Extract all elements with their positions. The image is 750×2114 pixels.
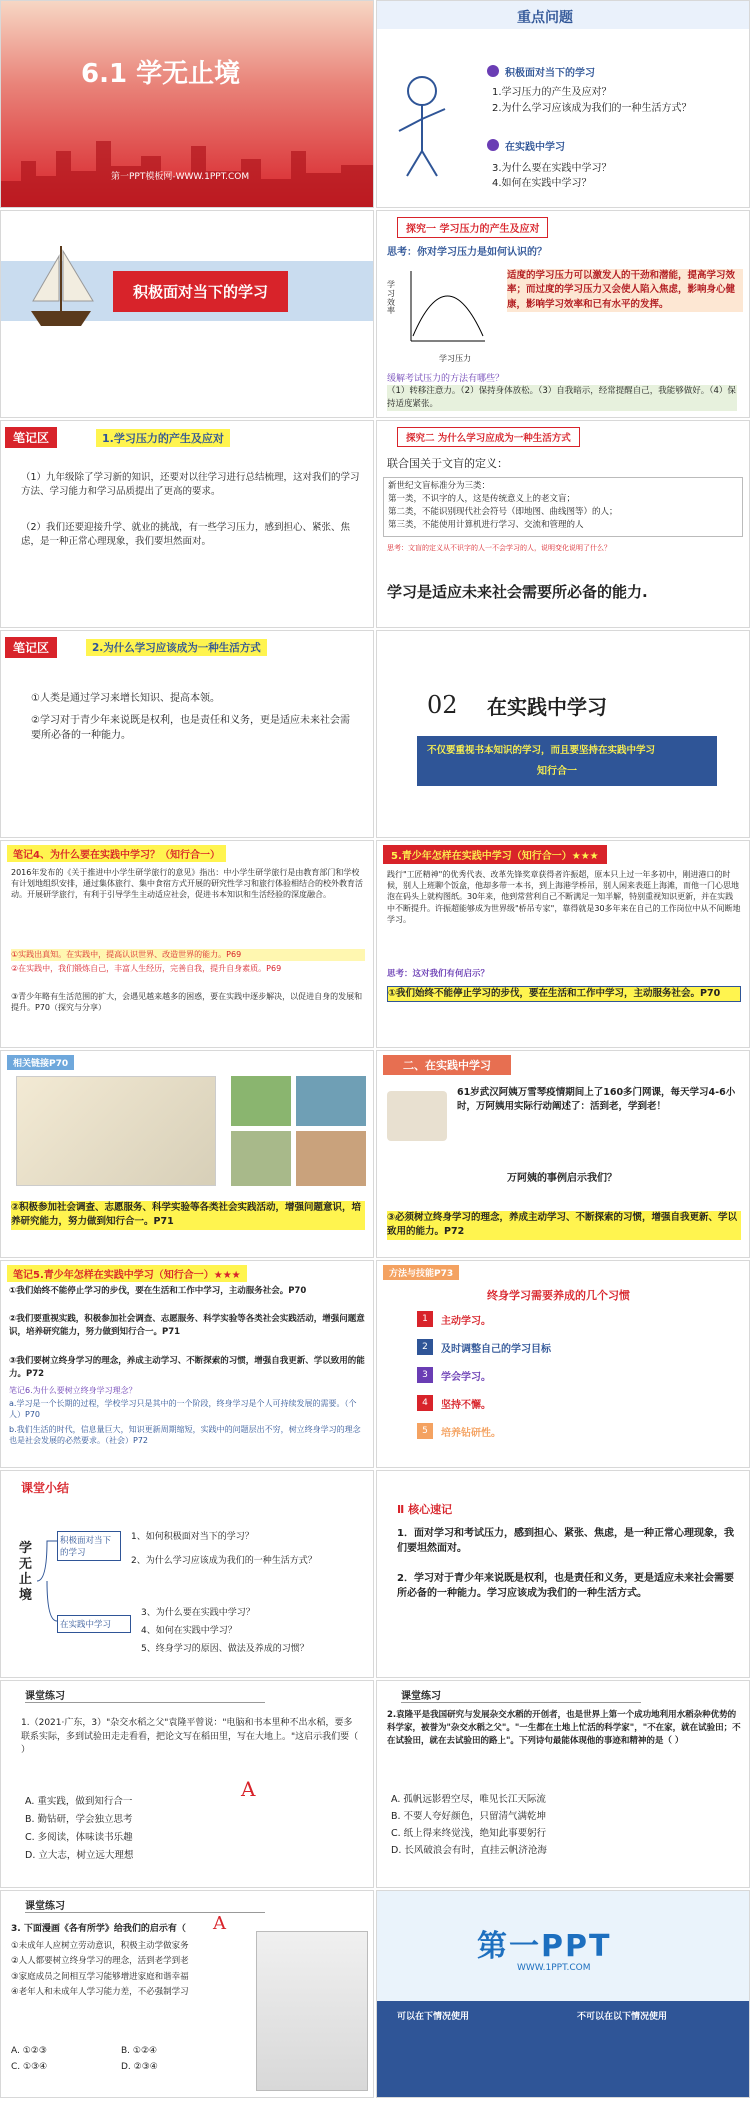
habit-label: 及时调整自己的学习目标 <box>441 1344 551 1355</box>
p1: 1．面对学习和考试压力，感到担心、紧张、焦虑，是一种正常心理现象，我们要坦然面对。 <box>397 1528 734 1554</box>
habit-label: 坚持不懈。 <box>441 1400 491 1411</box>
q4: 4、如何在实践中学习？ <box>141 1626 237 1636</box>
banner: 探究一 学习压力的产生及应对 <box>397 217 548 238</box>
label: 相关链接P70 <box>7 1055 74 1070</box>
slide-section-1 <box>0 210 374 418</box>
figure-icon <box>387 71 457 181</box>
bullet-box <box>417 736 717 786</box>
section-title: 在实践中学习 <box>487 695 607 719</box>
list-item: D. 长风破浪会有时，直挂云帆济沧海 <box>391 1845 547 1857</box>
small: 思考：文盲的定义从不识字的人一不会学习的人，说明变化说明了什么？ <box>387 544 611 552</box>
list-item: ③家庭成员之间相互学习能够增进家庭和谐幸福 <box>11 1971 189 1982</box>
p3: ③我们要树立终身学习的理念，养成主动学习、不断探索的习惯，增强自我更新、学以致用的能力。P72 <box>9 1356 365 1379</box>
slide-footer: 第一PPT模板网-WWW.1PPT.COM <box>111 172 250 182</box>
intro: 联合国关于文盲的定义： <box>387 457 508 470</box>
title: 5.青少年怎样在实践中学习（知行合一）★★★ <box>383 845 607 864</box>
bullet-sub: 知行合一 <box>537 766 577 777</box>
list-item: C. 多阅读，体味读书乐趣 <box>25 1832 133 1844</box>
habit-number-badge: 4 <box>417 1395 433 1411</box>
p1: ①我们始终不能停止学习的步伐，要在生活和工作中学习，主动服务社会。P70 <box>9 1286 307 1296</box>
option: A. ①②③ <box>11 2046 47 2056</box>
p5: a.学习是一个长期的过程，学校学习只是其中的一个阶段，终身学习是个人可持续发展的需要。（个人）P70 <box>9 1399 357 1419</box>
question: 万阿姨的事例启示我们？ <box>507 1173 617 1184</box>
q3: 3.为什么要在实践中学习？ <box>492 163 612 174</box>
xlabel: 学习压力 <box>439 354 471 363</box>
h2: 在实践中学习 <box>505 142 565 153</box>
label: 课堂练习 <box>25 1687 265 1703</box>
p1: （1）九年级除了学习新的知识，还要对以往学习进行总结梳理，这对我们的学习方法、学习能力和学习品质提出了更高的要求。 <box>21 472 360 498</box>
cartoon <box>256 1931 368 2091</box>
left: 可以在下情况使用 <box>397 2012 470 2022</box>
l3: 第三类，不能使用计算机进行学习、交流和管理的人 <box>388 520 584 530</box>
note-title: 2.为什么学习应该成为一种生活方式 <box>86 639 267 656</box>
list-item: A. 孤帆远影碧空尽，唯见长江天际流 <box>391 1794 546 1805</box>
slide-explore-1 <box>376 210 750 418</box>
question: 思考：这对我们有何启示？ <box>387 969 490 979</box>
list-item: ②人人都要树立终身学习的理念，活到老学到老 <box>11 1956 189 1967</box>
q2: 2、为什么学习应该成为我们的一种生活方式？ <box>131 1556 317 1566</box>
habit-list <box>417 1309 737 1449</box>
habit-label: 培养钻研性。 <box>441 1428 501 1439</box>
answer: ③必须树立终身学习的理念，养成主动学习、不断探索的习惯，增强自我更新、学以致用的能力。P72 <box>387 1211 741 1240</box>
bullet-2-icon <box>487 139 499 151</box>
h1: 积极面对当下的学习 <box>505 68 595 79</box>
label: 课堂练习 <box>401 1687 641 1703</box>
habit-item <box>417 1337 737 1365</box>
question: 1.（2021·广东，3）"杂交水稻之父"袁隆平曾说："电脑和书本里种不出水稻，要多联系实际，多到试验田走走看看，把论文写在稻田里，写在大地上。"这启示我们要（ ） <box>21 1718 359 1755</box>
p2: 2．学习对于青少年来说既是权利，也是责任和义务，更是适应未来社会需要所必备的一种能力。学习应该成为我们的一种生活方式。 <box>397 1573 734 1599</box>
photo-5 <box>296 1131 366 1186</box>
p1: 2016年发布的《关于推进中小学生研学旅行的意见》指出：中小学生研学旅行是由教育部门和学校有计划地组织安排，通过集体旅行、集中食宿方式开展的研究性学习和旅行体验相结合的校外教育活动。开展研学旅行，有利于引导学生主动适应社会，促进书本知识和生活经验的深度融合。 <box>11 868 363 900</box>
habit-number-badge: 5 <box>417 1423 433 1439</box>
slide-note-4 <box>0 840 374 1048</box>
habit-number-badge: 3 <box>417 1367 433 1383</box>
habit-number-badge: 2 <box>417 1339 433 1355</box>
title: 终身学习需要养成的几个习惯 <box>487 1289 630 1302</box>
photo <box>387 1091 447 1141</box>
list-item: D. 立大志，树立远大理想 <box>25 1850 134 1862</box>
title: Ⅱ 核心速记 <box>397 1503 453 1516</box>
banner: 二、在实践中学习 <box>383 1055 511 1075</box>
question: 3. 下面漫画《各有所学》给我们的启示有（ <box>11 1924 186 1934</box>
photo-4 <box>231 1131 291 1186</box>
habit-item <box>417 1421 737 1449</box>
options <box>25 1793 133 1865</box>
photo-3 <box>296 1076 366 1126</box>
slide-note-5 <box>0 1260 374 1468</box>
options <box>11 2043 251 2075</box>
title: 课堂小结 <box>21 1481 70 1495</box>
definition-box <box>383 477 743 537</box>
p1: 61岁武汉阿姨万雪琴疫情期间上了160多门网课，每天学习4-6小时，万阿姨用实际行动阐述了：活到老，学到老！ <box>457 1087 736 1113</box>
p2: ②我们要重视实践，积极参加社会调查、志愿服务、科学实验等各类社会实践活动，增强问题意识，培养研究能力，努力做到知行合一。P71 <box>9 1314 365 1337</box>
q2: 2.为什么学习应该成为我们的一种生活方式？ <box>492 103 692 114</box>
p2: ②学习对于青少年来说既是权利，也是责任和义务，更是适应未来社会需要所必备的一种能力。 <box>31 715 350 741</box>
slide-explore-2 <box>376 420 750 628</box>
p4: ③青少年略有生活范围的扩大，会遇见越来越多的困惑，要在实践中逐步解决，以促进自身的发展和提升。P70（探究与分享） <box>11 992 363 1013</box>
q5: 5、终身学习的原因、做法及养成的习惯？ <box>141 1644 309 1654</box>
label: 方法与技能P73 <box>383 1265 459 1280</box>
header: 重点问题 <box>517 10 573 26</box>
section-heading: 积极面对当下的学习 <box>113 271 288 312</box>
branch-1: 积极面对当下的学习 <box>57 1531 121 1561</box>
pressure-curve <box>397 266 487 356</box>
slide-q5-example <box>376 840 750 1048</box>
note-title: 笔记4、为什么要在实践中学习？（知行合一） <box>7 845 226 862</box>
slide-related <box>0 1050 374 1258</box>
banner: 探究二 为什么学习应成为一种生活方式 <box>397 427 580 447</box>
label: 课堂练习 <box>25 1897 265 1913</box>
l2: 第二类，不能识别现代社会符号（即地图、曲线图等）的人； <box>388 507 618 517</box>
note-title: 1.学习压力的产生及应对 <box>96 429 230 447</box>
list-item: ④老年人和未成年人学习能力差，不必强制学习 <box>11 1986 189 1997</box>
photo-2 <box>231 1076 291 1126</box>
habit-item <box>417 1393 737 1421</box>
p1: ①人类是通过学习来增长知识、提高本领。 <box>31 693 220 704</box>
section-num: 02 <box>427 691 458 719</box>
answer: A <box>241 1777 256 1801</box>
list-item: C. 纸上得来终觉浅，绝知此事要躬行 <box>391 1828 547 1840</box>
city-skyline-graphic <box>1 121 374 208</box>
habit-number-badge: 1 <box>417 1311 433 1327</box>
slide-summary <box>0 1470 374 1678</box>
tip: 缓解考试压力的方法有哪些？ <box>387 374 505 384</box>
bullet: 不仅要重视书本知识的学习，而且要坚持在实践中学习 <box>427 745 656 756</box>
habit-item <box>417 1309 737 1337</box>
answer: ①我们始终不能停止学习的步伐，要在生活和工作中学习，主动服务社会。P70 <box>387 986 741 1002</box>
habit-label: 学会学习。 <box>441 1372 491 1383</box>
l0: 新世纪文盲标准分为三类： <box>388 481 491 491</box>
ylabel: 学习效率 <box>387 280 395 316</box>
right: 不可以在以下情况使用 <box>577 2012 668 2022</box>
p2: ①实践出真知。在实践中，提高认识世界、改造世界的能力。P69 <box>11 949 365 961</box>
root: 学无止境 <box>19 1541 33 1603</box>
photo-1 <box>16 1076 216 1186</box>
slide-title-text: 6.1 学无止境 <box>81 59 241 89</box>
slide-practice-2 <box>376 1680 750 1888</box>
p6: b.我们生活的时代，信息量巨大，知识更新周期缩短，实践中的问题层出不穷，树立终身学习的理念也是社会发展的必然要求。（社会）P72 <box>9 1425 361 1445</box>
statement-list <box>11 1939 251 2000</box>
note-tag: 笔记区 <box>5 427 57 448</box>
option: D. ②③④ <box>121 2062 158 2073</box>
list-item: A. 重实践，做到知行合一 <box>25 1796 133 1807</box>
bullet-1-icon <box>487 65 499 77</box>
question: 2.袁隆平是我国研究与发展杂交水稻的开创者，也是世界上第一个成功地利用水稻杂种优势的科学家，被誉为"杂交水稻之父"。"一生都在土地上忙活的科学家"，"不在家，就在试验田；不在试验田，就在去试验田的路上"。下列诗句最能体现他的事迹和精神的是（ ） <box>387 1710 741 1746</box>
slide-section-2 <box>376 630 750 838</box>
q3: 3、为什么要在实践中学习？ <box>141 1608 255 1618</box>
slide-habits <box>376 1260 750 1468</box>
p2: （2）我们还要迎接升学、就业的挑战，有一些学习压力，感到担心、紧张、焦虑，是一种正常心理现象，我们要坦然面对。 <box>21 522 351 548</box>
answer: ②积极参加社会调查、志愿服务、科学实验等各类社会实践活动，增强问题意识，培养研究能力，努力做到知行合一。P71 <box>11 1201 365 1230</box>
p3: ②在实践中，我们锻炼自己，丰富人生经历，完善自我，提升自身素质。P69 <box>11 964 282 973</box>
slide-practice-learning <box>376 1050 750 1258</box>
branch-2: 在实践中学习 <box>57 1615 131 1633</box>
logo: 第一PPT <box>477 1929 612 1964</box>
options <box>391 1791 547 1859</box>
slide-end <box>376 1890 750 2098</box>
option: B. ①②④ <box>121 2046 158 2056</box>
p4: 笔记6.为什么要树立终身学习理念？ <box>9 1386 137 1395</box>
habit-item <box>417 1365 737 1393</box>
list-item: B. 勤钻研，学会独立思考 <box>25 1814 133 1826</box>
curve-text: 适度的学习压力可以激发人的干劲和潜能，提高学习效率；而过度的学习压力又会使人陷入焦虑，影响身心健康，影响学习效率和已有水平的发挥。 <box>507 269 743 312</box>
tips: （1）转移注意力。（2）保持身体放松。（3）自我暗示，经常提醒自己，我能够做好。（4）保持适度紧张。 <box>387 386 736 409</box>
note-tag: 笔记区 <box>5 637 57 658</box>
answer: A <box>213 1913 226 1934</box>
option: C. ①③④ <box>11 2062 48 2073</box>
list-item: ①未成年人应树立劳动意识，积极主动学做家务 <box>11 1941 189 1951</box>
slide-title <box>0 0 374 208</box>
title: 笔记5.青少年怎样在实践中学习（知行合一）★★★ <box>7 1265 247 1282</box>
slide-practice-3 <box>0 1890 374 2098</box>
slide-key-questions <box>376 0 750 208</box>
url: WWW.1PPT.COM <box>517 1963 591 1973</box>
q4: 4.如何在实践中学习？ <box>492 178 592 189</box>
slide-practice-1 <box>0 1680 374 1888</box>
q1: 1.学习压力的产生及应对？ <box>492 87 612 98</box>
slide-note-2 <box>0 630 374 838</box>
think: 思考：你对学习压力是如何认识的？ <box>387 247 547 258</box>
conclusion: 学习是适应未来社会需要所必备的能力. <box>387 583 648 601</box>
q1: 1、如何积极面对当下的学习？ <box>131 1532 254 1542</box>
list-item: B. 不要人夸好颜色，只留清气满乾坤 <box>391 1811 547 1823</box>
slide-core <box>376 1470 750 1678</box>
ship-icon <box>21 241 101 331</box>
p1: 践行"工匠精神"的优秀代表、改革先锋奖章获得者许振超，原本只上过一年多初中，刚进港口的时候，别人上班聊个饭盒，他却多带一本书，到上海港学桥吊，别人闲来表逛上海滩，而他一门心思地泡在码头上就构图纸。30年来，他到常营利自己不断满足一知半解，特别重视知识更新，并在实践中不断提升。许振超能够成为世界级"桥吊专家"，靠得就是30多年来在自己的工作岗位中从不间断地学习。 <box>387 870 741 924</box>
habit-label: 主动学习。 <box>441 1316 491 1327</box>
slide-note-1 <box>0 420 374 628</box>
l1: 第一类，不识字的人，这是传统意义上的老文盲； <box>388 494 576 504</box>
